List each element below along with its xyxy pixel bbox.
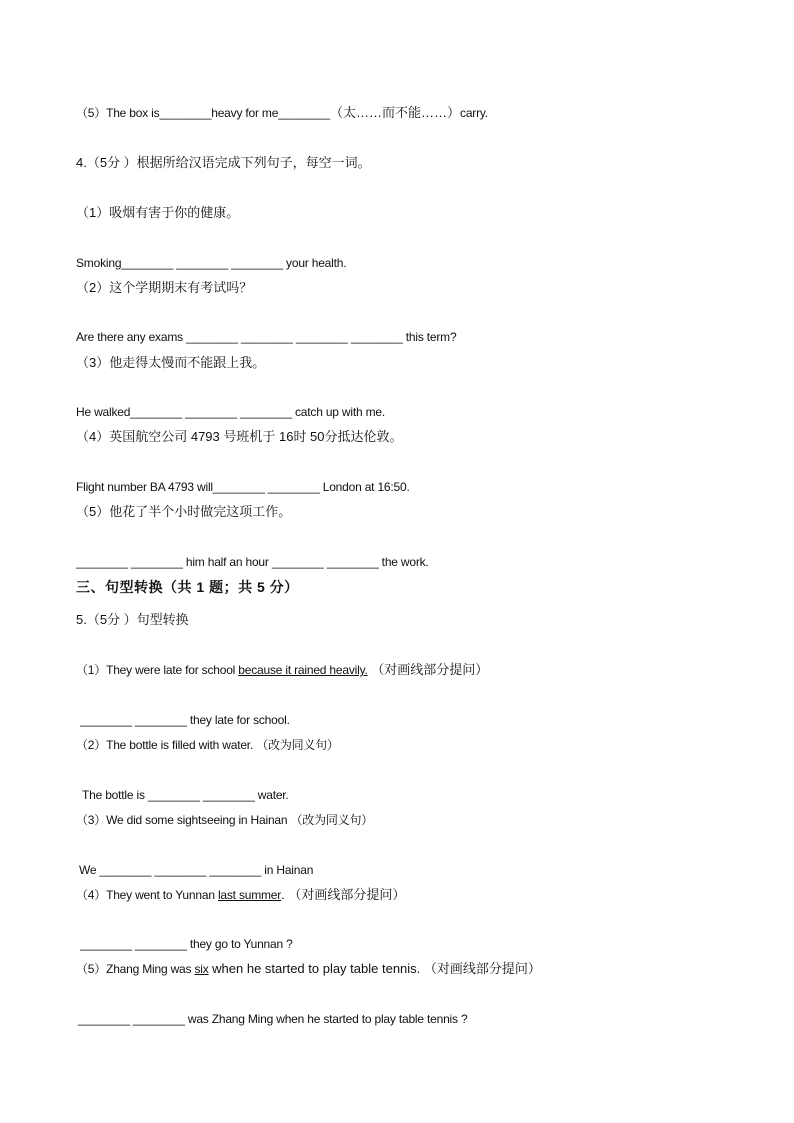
q5-item5-prompt bbox=[76, 961, 541, 977]
q4-item3-en[interactable]: He walked________ ________ ________ catch up with me. bbox=[76, 405, 385, 419]
q5-item5-pre: （5）Zhang Ming was bbox=[76, 962, 195, 976]
q5-item4-post: . （对画线部分提问） bbox=[281, 887, 406, 902]
q5-item4-pre: （4）They went to Yunnan bbox=[76, 888, 218, 902]
q5-item4-answer[interactable]: ________ ________ they go to Yunnan ? bbox=[80, 937, 293, 951]
q5-item2-prompt: （2）The bottle is filled with water. （改为同义句） bbox=[76, 738, 339, 752]
q3-item5-prefix: （5）The box is bbox=[76, 106, 160, 120]
section-heading: 三、句型转换（共 1 题；共 5 分） bbox=[76, 579, 299, 595]
q4-item1-en[interactable]: Smoking________ ________ ________ your health. bbox=[76, 256, 347, 270]
q5-item5-answer[interactable]: ________ ________ was Zhang Ming when he started to play table tennis ? bbox=[78, 1012, 468, 1026]
q5-item1-underlined: because it rained heavily. bbox=[238, 663, 368, 677]
blank[interactable]: ________ bbox=[278, 106, 330, 120]
q5-item1-post: （对画线部分提问） bbox=[367, 662, 489, 677]
blank[interactable]: ________ bbox=[159, 106, 212, 120]
q4-item4-en[interactable]: Flight number BA 4793 will________ ________ London at 16:50. bbox=[76, 480, 410, 494]
q5-item1-prompt bbox=[76, 662, 488, 678]
q4-item5-zh: （5）他花了半个小时做完这项工作。 bbox=[76, 504, 292, 519]
q4-title: 4.（5分 ）根据所给汉语完成下列句子，每空一词。 bbox=[76, 155, 371, 170]
q4-item5-en[interactable]: ________ ________ him half an hour ________ ________ the work. bbox=[76, 555, 429, 569]
q4-item3-zh: （3）他走得太慢而不能跟上我。 bbox=[76, 355, 266, 370]
q5-item1-answer[interactable]: ________ ________ they late for school. bbox=[80, 713, 290, 727]
q3-item5-line bbox=[76, 105, 488, 121]
q5-item1-pre: （1）They were late for school bbox=[76, 663, 239, 677]
q3-item5-suffix: carry. bbox=[460, 106, 488, 120]
q5-item3-answer[interactable]: We ________ ________ ________ in Hainan bbox=[79, 863, 314, 877]
q5-item4-underlined: last summer bbox=[217, 888, 282, 902]
q4-item2-zh: （2）这个学期期末有考试吗？ bbox=[76, 280, 253, 295]
q3-item5-mid: heavy for me bbox=[211, 106, 279, 120]
q3-item5-hint: （太……而不能……） bbox=[330, 105, 461, 120]
q4-item4-zh: （4）英国航空公司 4793 号班机于 16时 50分抵达伦敦。 bbox=[76, 429, 403, 444]
q5-title: 5.（5分 ）句型转换 bbox=[76, 612, 189, 627]
q5-item5-post: when he started to play table tennis. （对画线部分提问） bbox=[208, 961, 541, 976]
q5-item3-prompt: （3）We did some sightseeing in Hainan （改为同义句） bbox=[76, 813, 374, 827]
q4-item1-zh: （1）吸烟有害于你的健康。 bbox=[76, 205, 240, 220]
q4-item2-en[interactable]: Are there any exams ________ ________ ________ ________ this term? bbox=[76, 330, 457, 344]
q5-item2-answer[interactable]: The bottle is ________ ________ water. bbox=[82, 788, 289, 802]
q5-item5-underlined: six bbox=[194, 962, 209, 976]
q5-item4-prompt bbox=[76, 887, 405, 903]
